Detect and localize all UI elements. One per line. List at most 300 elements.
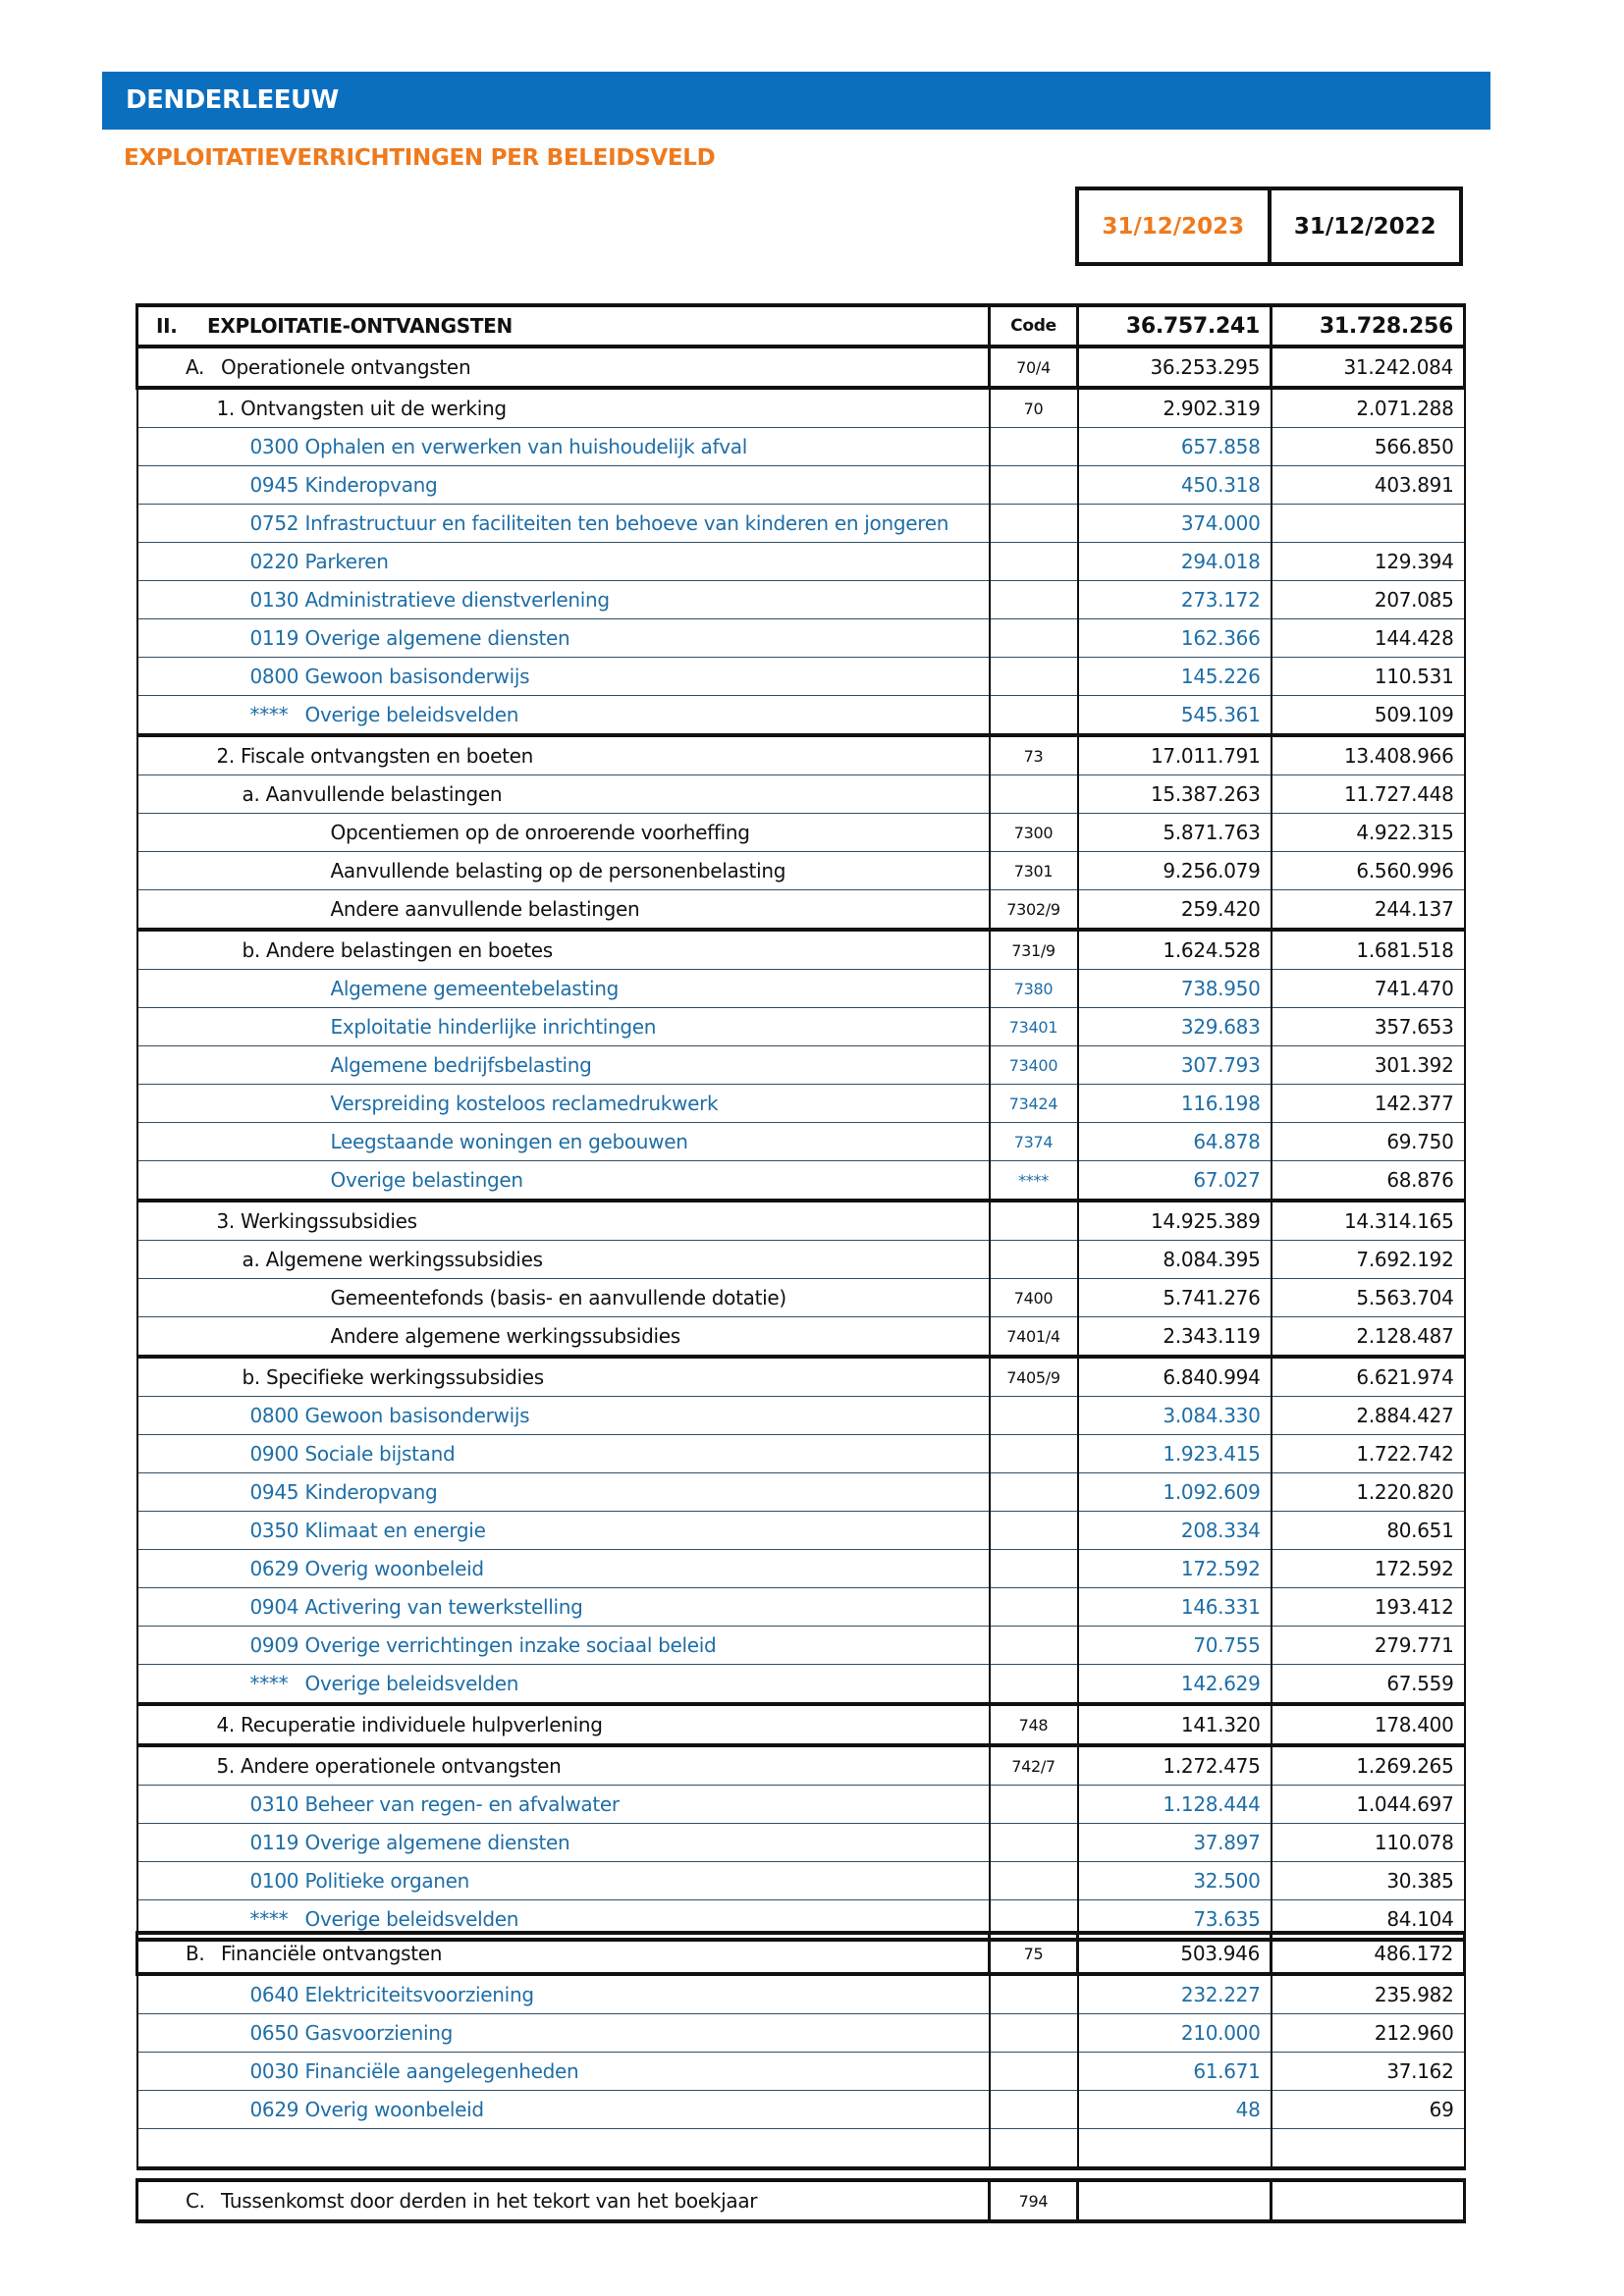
row-label-text: Andere aanvullende belastingen [330, 897, 640, 921]
row-label [137, 1824, 990, 1862]
section-ii-roman: II. [156, 314, 178, 338]
section-c-2022 [1272, 2180, 1465, 2221]
account-code [990, 1473, 1078, 1512]
row-label [137, 466, 990, 505]
period-2023: 31/12/2023 [1079, 190, 1272, 262]
policy-code: 0030 [249, 2059, 299, 2083]
value-2022: 6.621.974 [1272, 1357, 1465, 1397]
row-label [137, 2053, 990, 2091]
table-row [137, 814, 1465, 852]
account-code [990, 428, 1078, 466]
value-2023: 2.902.319 [1078, 388, 1272, 428]
account-code: 73400 [990, 1046, 1078, 1085]
row-label-text: Infrastructuur en faciliteiten ten behoeve van kinderen en jongeren [304, 511, 949, 535]
value-2023: 70.755 [1078, 1627, 1272, 1665]
policy-code: 0650 [249, 2021, 299, 2045]
report-subtitle: EXPLOITATIEVERRICHTINGEN PER BELEIDSVELD [124, 145, 716, 171]
value-2023: 1.923.415 [1078, 1435, 1272, 1473]
account-code: 73401 [990, 1008, 1078, 1046]
policy-detail-row [137, 1786, 1465, 1824]
table-row [137, 1241, 1465, 1279]
row-label-text: Parkeren [304, 550, 389, 573]
value-2023: 545.361 [1078, 696, 1272, 736]
policy-detail-row [137, 1435, 1465, 1473]
policy-detail-row [137, 619, 1465, 658]
value-2023: 259.420 [1078, 890, 1272, 931]
policy-detail-row [137, 1046, 1465, 1085]
policy-code: 0350 [249, 1519, 299, 1542]
account-code [990, 1512, 1078, 1550]
row-label-text: Algemene bedrijfsbelasting [330, 1053, 592, 1077]
row-label [137, 1046, 990, 1085]
policy-code: 0800 [249, 665, 299, 688]
table-row [137, 1279, 1465, 1317]
value-2022: 69.750 [1272, 1123, 1465, 1161]
row-label [137, 1397, 990, 1435]
value-2022: 178.400 [1272, 1704, 1465, 1745]
account-code [990, 1588, 1078, 1627]
policy-detail-row [137, 1512, 1465, 1550]
row-label-text: 2. Fiscale ontvangsten en boeten [216, 744, 534, 768]
empty-row [137, 2129, 1465, 2169]
row-label-text: Kinderopvang [304, 1480, 438, 1504]
row-label-text: Verspreiding kosteloos reclamedrukwerk [330, 1092, 719, 1115]
row-label-text: Elektriciteitsvoorziening [304, 1983, 534, 2006]
row-label [137, 696, 990, 736]
value-2022: 110.078 [1272, 1824, 1465, 1862]
row-label [137, 1627, 990, 1665]
value-2023: 6.840.994 [1078, 1357, 1272, 1397]
account-code [990, 658, 1078, 696]
row-label [137, 1974, 990, 2014]
account-code: 742/7 [990, 1745, 1078, 1786]
row-label-text: Financiële aangelegenheden [304, 2059, 579, 2083]
section-b-label [137, 1933, 990, 1974]
account-code [990, 775, 1078, 814]
row-label-text: Overig woonbeleid [304, 2098, 484, 2121]
value-2023: 145.226 [1078, 658, 1272, 696]
section-ii-2023: 36.757.241 [1078, 305, 1272, 347]
value-2022: 84.104 [1272, 1900, 1465, 1941]
row-label [137, 1786, 990, 1824]
value-2022: 1.722.742 [1272, 1435, 1465, 1473]
account-code [990, 1550, 1078, 1588]
financial-receipts-table [135, 1931, 1466, 2170]
policy-detail-row [137, 1824, 1465, 1862]
account-code: 7401/4 [990, 1317, 1078, 1358]
account-code: **** [990, 1161, 1078, 1201]
value-2022: 4.922.315 [1272, 814, 1465, 852]
value-2022: 142.377 [1272, 1085, 1465, 1123]
section-b-title: Financiële ontvangsten [221, 1942, 443, 1965]
account-code [990, 1435, 1078, 1473]
account-code: 731/9 [990, 930, 1078, 970]
policy-detail-row [137, 1123, 1465, 1161]
row-label [137, 1317, 990, 1358]
value-2022: 244.137 [1272, 890, 1465, 931]
policy-code: 0119 [249, 1831, 299, 1854]
row-label-text: 5. Andere operationele ontvangsten [216, 1754, 562, 1778]
policy-code: 0640 [249, 1983, 299, 2006]
policy-detail-row [137, 543, 1465, 581]
value-2023: 67.027 [1078, 1161, 1272, 1201]
value-2023: 329.683 [1078, 1008, 1272, 1046]
value-2022: 68.876 [1272, 1161, 1465, 1201]
policy-detail-row [137, 505, 1465, 543]
value-2022: 11.727.448 [1272, 775, 1465, 814]
row-label [137, 388, 990, 428]
value-2023: 307.793 [1078, 1046, 1272, 1085]
value-2023 [1078, 2129, 1272, 2169]
table-row [137, 1745, 1465, 1786]
row-label [137, 581, 990, 619]
policy-code: 0310 [249, 1792, 299, 1816]
section-ii-row [137, 305, 1465, 347]
row-label-text: b. Specifieke werkingssubsidies [242, 1365, 544, 1389]
row-label [137, 1704, 990, 1745]
value-2023: 1.128.444 [1078, 1786, 1272, 1824]
row-label-text: Leegstaande woningen en gebouwen [330, 1130, 688, 1153]
row-label [137, 619, 990, 658]
value-2023: 146.331 [1078, 1588, 1272, 1627]
period-2022: 31/12/2022 [1293, 213, 1436, 240]
table-row [137, 735, 1465, 775]
row-label-text: Administratieve dienstverlening [304, 588, 610, 612]
value-2023: 5.871.763 [1078, 814, 1272, 852]
row-label [137, 658, 990, 696]
value-2023: 738.950 [1078, 970, 1272, 1008]
row-label-text: Overige beleidsvelden [304, 1907, 519, 1931]
row-label [137, 735, 990, 775]
section-a-label [137, 347, 990, 388]
value-2023: 9.256.079 [1078, 852, 1272, 890]
value-2023: 5.741.276 [1078, 1279, 1272, 1317]
value-2023: 232.227 [1078, 1974, 1272, 2014]
policy-code: 0752 [249, 511, 299, 535]
account-code: 7405/9 [990, 1357, 1078, 1397]
section-b-row [137, 1933, 1465, 1974]
period-header [1075, 187, 1463, 266]
policy-code: 0220 [249, 550, 299, 573]
policy-code: 0945 [249, 1480, 299, 1504]
row-label [137, 1241, 990, 1279]
table-row [137, 1317, 1465, 1358]
row-label [137, 1512, 990, 1550]
value-2022: 7.692.192 [1272, 1241, 1465, 1279]
account-code: 748 [990, 1704, 1078, 1745]
policy-detail-row [137, 658, 1465, 696]
policy-detail-row [137, 970, 1465, 1008]
policy-code: 0904 [249, 1595, 299, 1619]
policy-detail-row [137, 2091, 1465, 2129]
account-code [990, 1862, 1078, 1900]
section-c-title: Tussenkomst door derden in het tekort van het boekjaar [221, 2189, 758, 2213]
policy-detail-row [137, 1627, 1465, 1665]
row-label-text: Sociale bijstand [304, 1442, 456, 1466]
row-label [137, 1279, 990, 1317]
value-2022: 5.563.704 [1272, 1279, 1465, 1317]
value-2022: 172.592 [1272, 1550, 1465, 1588]
policy-code: 0945 [249, 473, 299, 497]
value-2022: 129.394 [1272, 543, 1465, 581]
value-2023: 15.387.263 [1078, 775, 1272, 814]
value-2022: 207.085 [1272, 581, 1465, 619]
value-2023: 273.172 [1078, 581, 1272, 619]
policy-detail-row [137, 1397, 1465, 1435]
policy-detail-row [137, 1665, 1465, 1705]
row-label [137, 775, 990, 814]
row-label [137, 1201, 990, 1241]
code-column-header: Code [990, 305, 1078, 347]
account-code: 7301 [990, 852, 1078, 890]
account-code [990, 2091, 1078, 2129]
row-label-text: Gewoon basisonderwijs [304, 1404, 530, 1427]
table-row [137, 388, 1465, 428]
value-2023: 141.320 [1078, 1704, 1272, 1745]
table-row [137, 890, 1465, 931]
policy-detail-row [137, 1008, 1465, 1046]
value-2023: 37.897 [1078, 1824, 1272, 1862]
row-label [137, 2091, 990, 2129]
value-2023: 2.343.119 [1078, 1317, 1272, 1358]
section-a-row [137, 347, 1465, 388]
account-code [990, 1241, 1078, 1279]
row-label-text: Opcentiemen op de onroerende voorheffing [330, 821, 750, 844]
section-a-2022: 31.242.084 [1272, 347, 1465, 388]
value-2022: 279.771 [1272, 1627, 1465, 1665]
value-2022: 235.982 [1272, 1974, 1465, 2014]
section-c-label [137, 2180, 990, 2221]
row-label-text: Exploitatie hinderlijke inrichtingen [330, 1015, 657, 1039]
account-code [990, 2014, 1078, 2053]
row-label [137, 2129, 990, 2169]
value-2022: 37.162 [1272, 2053, 1465, 2091]
section-a-letter: A. [186, 355, 205, 379]
account-code: 7374 [990, 1123, 1078, 1161]
operational-receipts-table [135, 303, 1466, 1942]
row-label-text: a. Aanvullende belastingen [242, 782, 503, 806]
table-row [137, 852, 1465, 890]
account-code [990, 1786, 1078, 1824]
account-code [990, 1824, 1078, 1862]
row-label-text: Overige algemene diensten [304, 1831, 570, 1854]
value-2023: 294.018 [1078, 543, 1272, 581]
account-code [990, 1201, 1078, 1241]
row-label-text: 3. Werkingssubsidies [216, 1209, 417, 1233]
section-c-2023 [1078, 2180, 1272, 2221]
row-label [137, 1357, 990, 1397]
account-code: 73424 [990, 1085, 1078, 1123]
section-a-title: Operationele ontvangsten [221, 355, 471, 379]
value-2022: 357.653 [1272, 1008, 1465, 1046]
account-code [990, 2053, 1078, 2091]
value-2022: 193.412 [1272, 1588, 1465, 1627]
value-2023: 450.318 [1078, 466, 1272, 505]
account-code [990, 466, 1078, 505]
account-code [990, 581, 1078, 619]
policy-detail-row [137, 1473, 1465, 1512]
account-code [990, 1974, 1078, 2014]
value-2022: 1.220.820 [1272, 1473, 1465, 1512]
value-2022: 80.651 [1272, 1512, 1465, 1550]
table-row [137, 1357, 1465, 1397]
value-2022: 566.850 [1272, 428, 1465, 466]
value-2022: 403.891 [1272, 466, 1465, 505]
policy-code: 0909 [249, 1633, 299, 1657]
value-2023: 17.011.791 [1078, 735, 1272, 775]
value-2023: 61.671 [1078, 2053, 1272, 2091]
row-label [137, 1550, 990, 1588]
account-code: 70 [990, 388, 1078, 428]
row-label [137, 1588, 990, 1627]
account-code: 73 [990, 735, 1078, 775]
policy-detail-row [137, 1974, 1465, 2014]
value-2022: 14.314.165 [1272, 1201, 1465, 1241]
section-c-letter: C. [186, 2189, 205, 2213]
row-label-text: a. Algemene werkingssubsidies [242, 1248, 543, 1271]
value-2022: 13.408.966 [1272, 735, 1465, 775]
row-label [137, 543, 990, 581]
row-label-text: Overige algemene diensten [304, 626, 570, 650]
account-code: 7400 [990, 1279, 1078, 1317]
policy-detail-row [137, 1588, 1465, 1627]
row-label [137, 1665, 990, 1705]
value-2023: 64.878 [1078, 1123, 1272, 1161]
row-label-text: Overige beleidsvelden [304, 1672, 519, 1695]
policy-code: 0900 [249, 1442, 299, 1466]
policy-detail-row [137, 2014, 1465, 2053]
value-2022: 67.559 [1272, 1665, 1465, 1705]
value-2022: 6.560.996 [1272, 852, 1465, 890]
section-b-2022: 486.172 [1272, 1933, 1465, 1974]
table-row [137, 930, 1465, 970]
account-code [990, 505, 1078, 543]
row-label-text: Ophalen en verwerken van huishoudelijk afval [304, 435, 747, 458]
value-2022: 110.531 [1272, 658, 1465, 696]
policy-code: 0300 [249, 435, 299, 458]
row-label-text: 4. Recuperatie individuele hulpverlening [216, 1713, 603, 1736]
policy-code: 0100 [249, 1869, 299, 1893]
section-ii-label [137, 305, 990, 347]
account-code [990, 619, 1078, 658]
policy-detail-row [137, 1161, 1465, 1201]
row-label-text: Politieke organen [304, 1869, 470, 1893]
value-2022: 741.470 [1272, 970, 1465, 1008]
row-label [137, 2014, 990, 2053]
row-label-text: Gemeentefonds (basis- en aanvullende dotatie) [330, 1286, 786, 1309]
value-2022: 1.681.518 [1272, 930, 1465, 970]
value-2022: 1.269.265 [1272, 1745, 1465, 1786]
section-a-code: 70/4 [990, 347, 1078, 388]
table-row [137, 1201, 1465, 1241]
row-label-text: Gasvoorziening [304, 2021, 453, 2045]
section-ii-title: EXPLOITATIE-ONTVANGSTEN [207, 314, 513, 338]
account-code [990, 1397, 1078, 1435]
value-2022: 30.385 [1272, 1862, 1465, 1900]
value-2023: 162.366 [1078, 619, 1272, 658]
row-label [137, 1745, 990, 1786]
third-party-intervention-table [135, 2178, 1466, 2223]
row-label-text: 1. Ontvangsten uit de werking [216, 397, 507, 420]
value-2023: 3.084.330 [1078, 1397, 1272, 1435]
row-label [137, 970, 990, 1008]
value-2022: 301.392 [1272, 1046, 1465, 1085]
policy-detail-row [137, 581, 1465, 619]
table-row [137, 1704, 1465, 1745]
row-label-text: Klimaat en energie [304, 1519, 486, 1542]
row-label [137, 1862, 990, 1900]
row-label [137, 1085, 990, 1123]
section-a-2023: 36.253.295 [1078, 347, 1272, 388]
section-c-row [137, 2180, 1465, 2221]
account-code [990, 1665, 1078, 1705]
account-code [990, 696, 1078, 736]
row-label [137, 1473, 990, 1512]
value-2022: 144.428 [1272, 619, 1465, 658]
row-label [137, 428, 990, 466]
policy-detail-row [137, 1085, 1465, 1123]
row-label [137, 852, 990, 890]
row-label [137, 1123, 990, 1161]
value-2023: 1.092.609 [1078, 1473, 1272, 1512]
row-label-text: Overige verrichtingen inzake sociaal beleid [304, 1633, 717, 1657]
value-2023: 8.084.395 [1078, 1241, 1272, 1279]
policy-code: 0800 [249, 1404, 299, 1427]
policy-detail-row [137, 428, 1465, 466]
row-label [137, 1008, 990, 1046]
value-2022: 212.960 [1272, 2014, 1465, 2053]
account-code [990, 2129, 1078, 2169]
row-label [137, 1161, 990, 1201]
value-2023: 210.000 [1078, 2014, 1272, 2053]
value-2022 [1272, 2129, 1465, 2169]
row-label-text: Kinderopvang [304, 473, 438, 497]
policy-detail-row [137, 1862, 1465, 1900]
policy-code: 0629 [249, 2098, 299, 2121]
value-2022: 1.044.697 [1272, 1786, 1465, 1824]
table-row [137, 775, 1465, 814]
value-2023: 116.198 [1078, 1085, 1272, 1123]
account-code: 7302/9 [990, 890, 1078, 931]
policy-code: 0629 [249, 1557, 299, 1580]
value-2023: 73.635 [1078, 1900, 1272, 1941]
value-2023: 657.858 [1078, 428, 1272, 466]
policy-detail-row [137, 696, 1465, 736]
row-label-text: b. Andere belastingen en boetes [242, 938, 553, 962]
section-b-code: 75 [990, 1933, 1078, 1974]
value-2023: 374.000 [1078, 505, 1272, 543]
value-2022 [1272, 505, 1465, 543]
row-label [137, 505, 990, 543]
row-label-text: Gewoon basisonderwijs [304, 665, 530, 688]
row-label [137, 1435, 990, 1473]
value-2022: 2.884.427 [1272, 1397, 1465, 1435]
account-code [990, 543, 1078, 581]
row-label-text: Activering van tewerkstelling [304, 1595, 583, 1619]
policy-code: 0130 [249, 588, 299, 612]
municipality-banner [102, 72, 1490, 130]
account-code [990, 1627, 1078, 1665]
value-2022: 2.071.288 [1272, 388, 1465, 428]
policy-detail-row [137, 2053, 1465, 2091]
row-label [137, 814, 990, 852]
row-label-text: Overig woonbeleid [304, 1557, 484, 1580]
policy-code: **** [249, 703, 289, 726]
value-2023: 1.272.475 [1078, 1745, 1272, 1786]
policy-code: 0119 [249, 626, 299, 650]
section-b-letter: B. [186, 1942, 205, 1965]
policy-detail-row [137, 466, 1465, 505]
